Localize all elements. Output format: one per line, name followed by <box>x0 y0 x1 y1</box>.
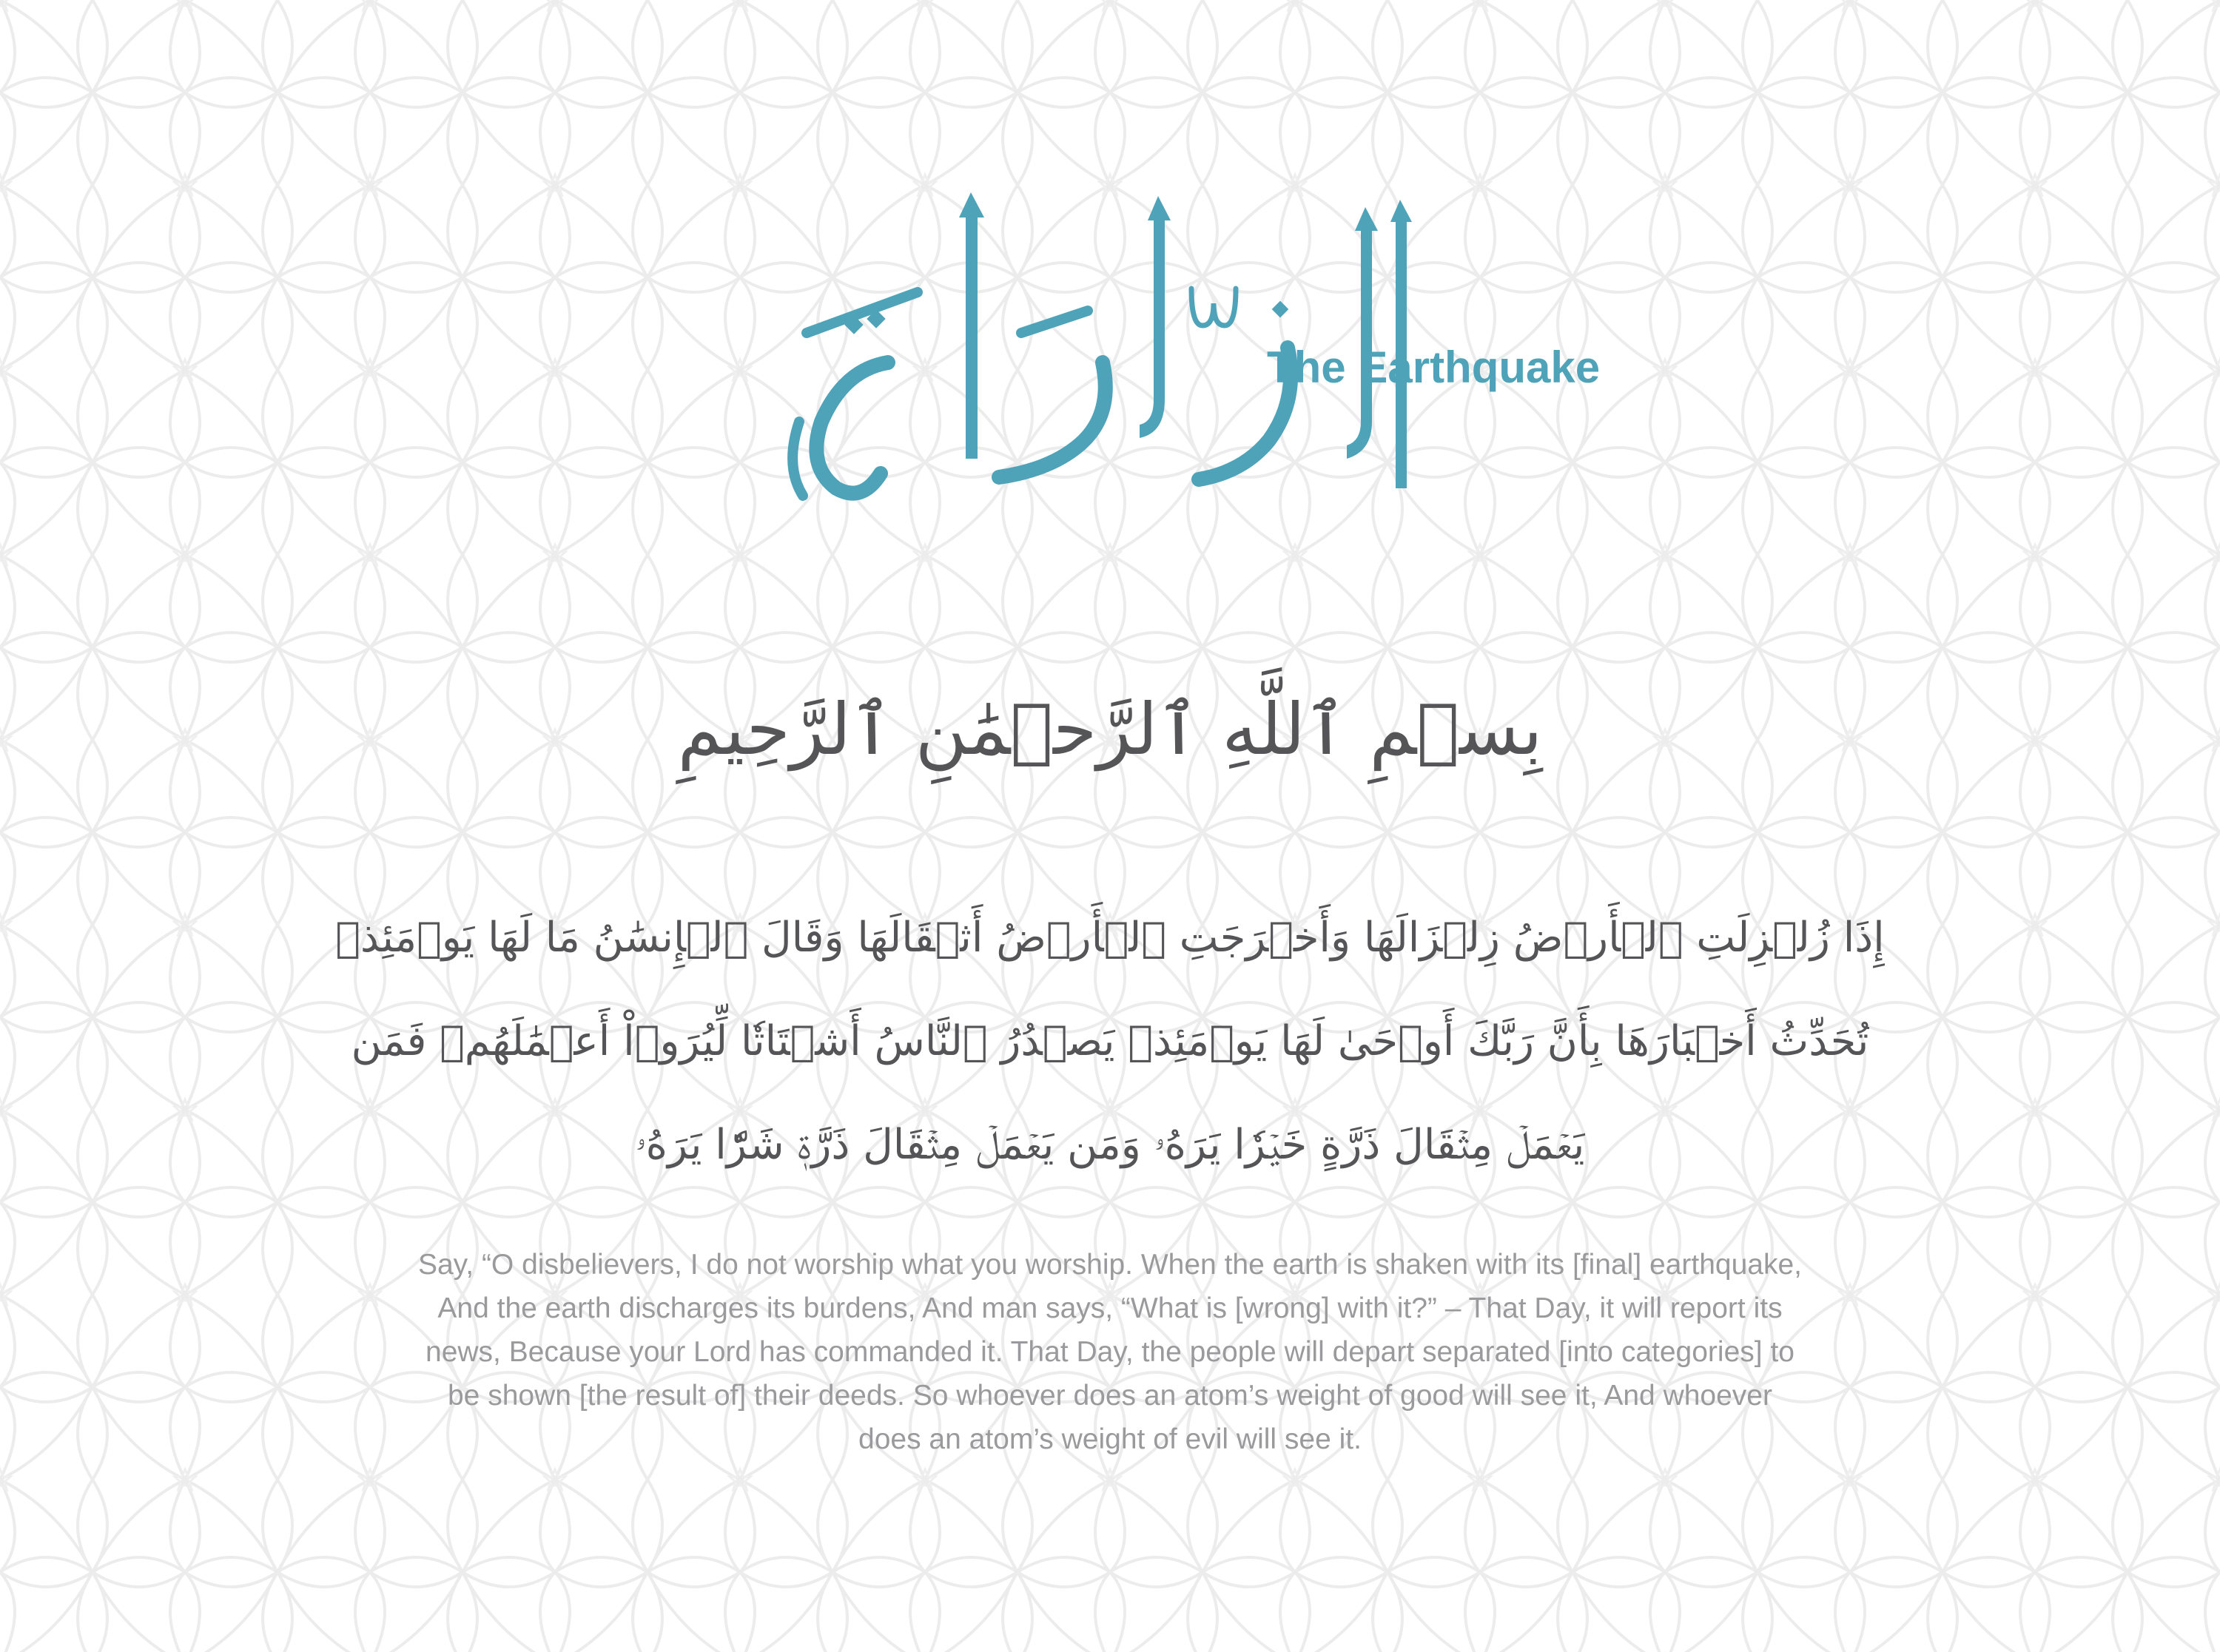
translation-line: Say, “O disbelievers, I do not worship what you worship. When the earth is shaken with its [final] earthquake, <box>417 1249 1803 1281</box>
surah-english-title: The Earthquake <box>1267 343 1601 392</box>
translation-line: news, Because your Lord has commanded it. That Day, the people will depart separated [into categories] to <box>426 1336 1794 1368</box>
translation-line: be shown [the result of] their deeds. So whoever does an atom’s weight of good will see it, And whoever <box>447 1380 1772 1412</box>
arabic-verses <box>333 886 1887 1197</box>
basmala: بِسۡمِ ٱللَّهِ ٱلرَّحۡمَٰنِ ٱلرَّحِيمِ <box>677 688 1543 771</box>
translation-line: does an atom’s weight of evil will see it. <box>858 1423 1362 1455</box>
verse-line: يَعۡمَلۡ مِثۡقَالَ ذَرَّةٍ خَيۡرٗا يَرَهُۥ وَمَن يَعۡمَلۡ مِثۡقَالَ ذَرَّةٖ شَرّٗا يَرَهُۥ <box>635 1121 1585 1169</box>
verse-line: تُحَدِّثُ أَخۡبَارَهَا بِأَنَّ رَبَّكَ أَوۡحَىٰ لَهَا يَوۡمَئِذٖ يَصۡدُرُ ٱلنَّاسُ أَشۡتَاتٗا لِّيُرَوۡاْ أَعۡمَٰلَهُمۡ فَمَن <box>351 1017 1869 1065</box>
verse-line: إِذَا زُلۡزِلَتِ ٱلۡأَرۡضُ زِلۡزَالَهَا وَأَخۡرَجَتِ ٱلۡأَرۡضُ أَثۡقَالَهَا وَقَالَ ٱلۡإِنسَٰنُ مَا لَهَا يَوۡمَئِذٖ <box>335 914 1885 962</box>
english-translation <box>348 1243 1872 1461</box>
translation-line: And the earth discharges its burdens, And man says, “What is [wrong] with it?” – That Day, it will report its <box>437 1292 1783 1324</box>
